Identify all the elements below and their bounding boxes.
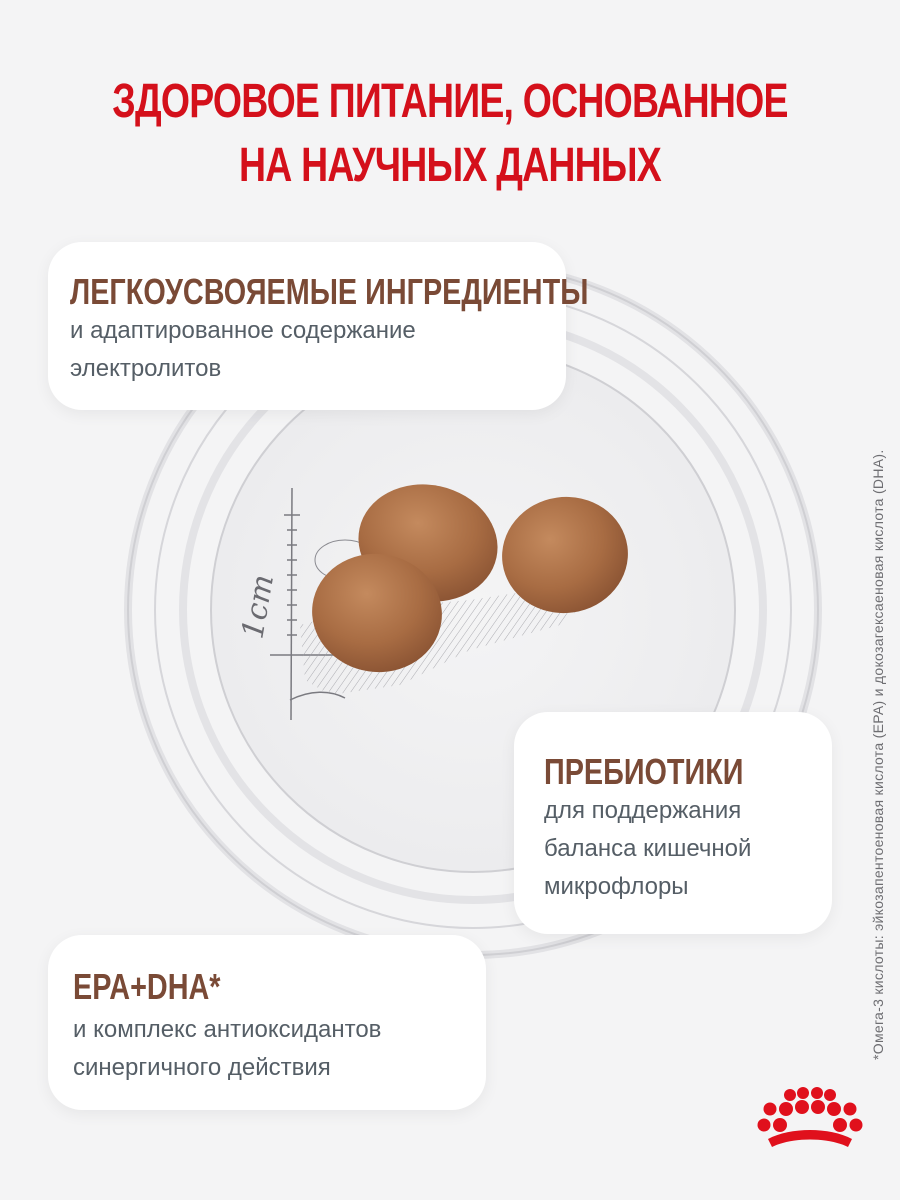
feature-title: ЛЕГКОУСВОЯЕМЫЕ ИНГРЕДИЕНТЫ (70, 271, 589, 312)
feature-description-line-2: электролитов (70, 355, 222, 382)
scale-label: 1cm (235, 571, 282, 642)
feature-title: ПРЕБИОТИКИ (544, 751, 744, 792)
feature-card-digestible (48, 242, 589, 410)
feature-description-line-1: и адаптированное содержание (70, 317, 416, 344)
headline-line-1: ЗДОРОВОЕ ПИТАНИЕ, ОСНОВАННОЕ (112, 75, 788, 128)
feature-description-line-2: синергичного действия (73, 1054, 331, 1081)
royal-canin-crown-icon (750, 1085, 870, 1160)
feature-description-line-1: и комплекс антиоксидантов (73, 1016, 382, 1043)
feature-description-line-1: для поддержания (544, 797, 742, 824)
footnote: *Омега-3 кислоты: эйкозапентоеновая кислота (EPA) и докозагексаеновая кислота (DHA). (870, 449, 886, 1060)
feature-card-prebiotics (514, 712, 832, 934)
feature-description-line-2: баланса кишечной (544, 835, 752, 862)
headline-line-2: НА НАУЧНЫХ ДАННЫХ (239, 139, 661, 192)
feature-card-epa-dha (48, 935, 486, 1110)
feature-description-line-3: микрофлоры (544, 873, 689, 900)
feature-title: EPA+DHA* (73, 966, 221, 1007)
